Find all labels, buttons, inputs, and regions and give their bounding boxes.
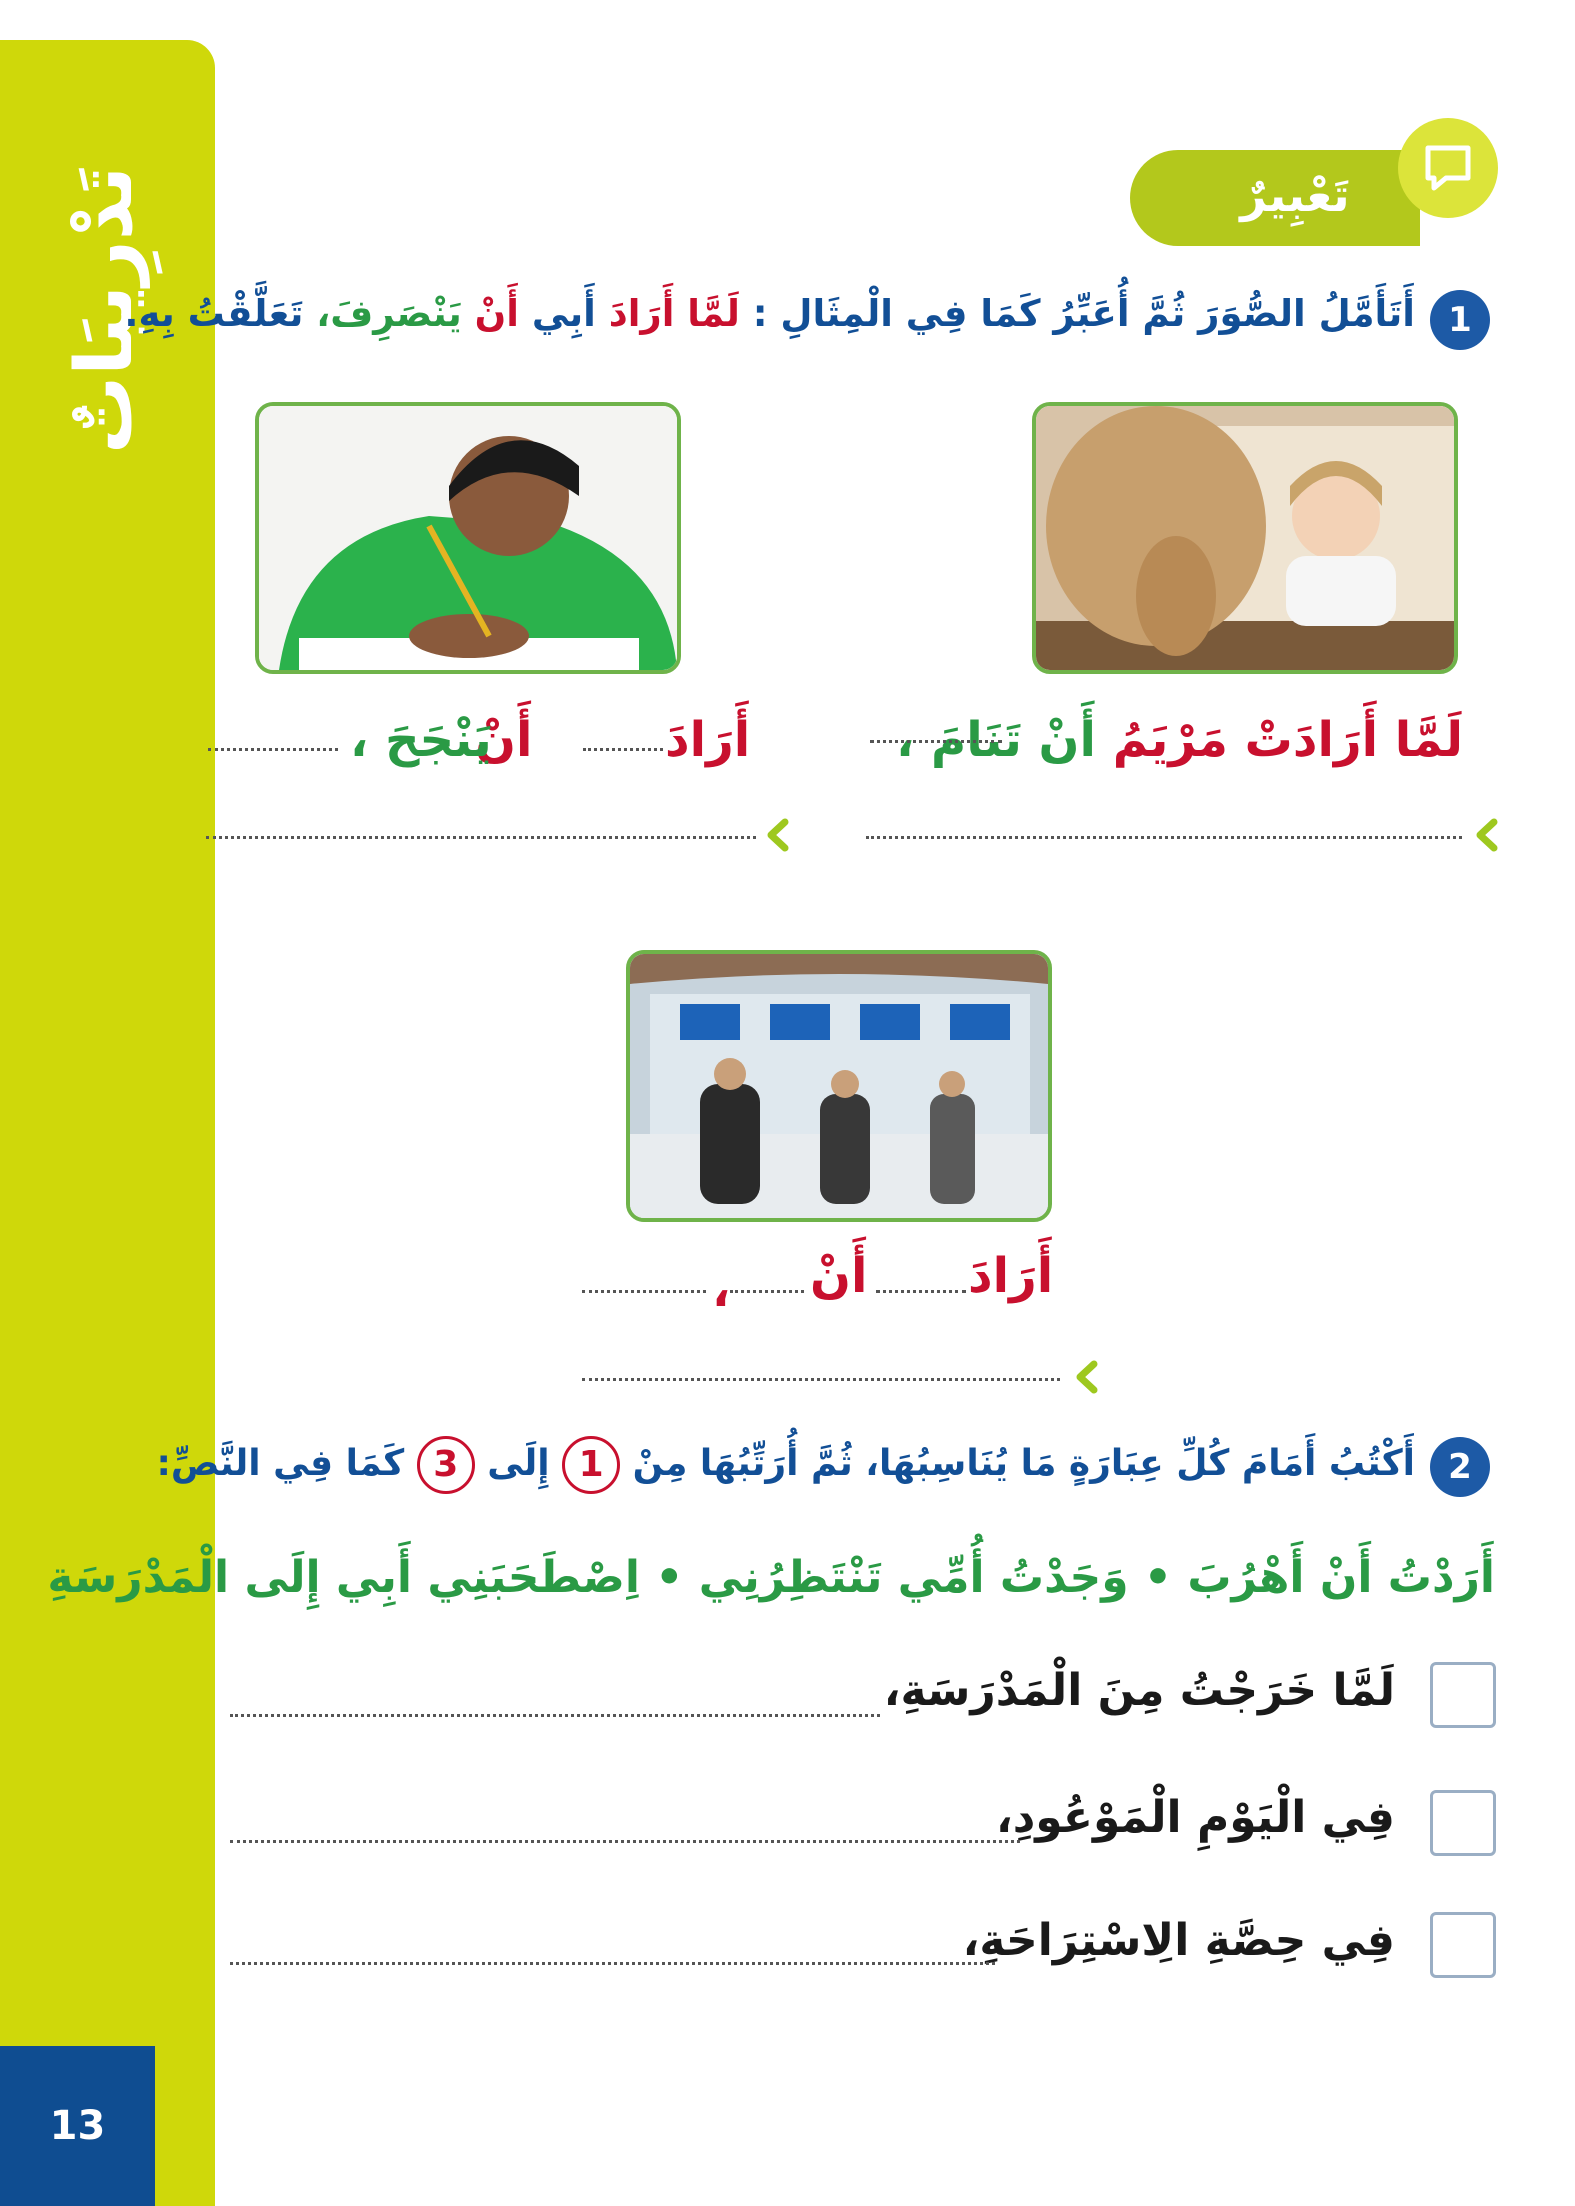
q1-item-3-red-1: أَرَادَ bbox=[968, 1248, 1054, 1304]
sidebar-title: تَدْرِيبَاتٌ bbox=[60, 165, 150, 455]
q1-item-3-blank-b[interactable] bbox=[730, 1290, 804, 1293]
q2-row-3: فِي حِصَّةِ الِاسْتِرَاحَةِ، bbox=[962, 1915, 1395, 1966]
question-1-number: 1 bbox=[1430, 290, 1490, 350]
photo-girl-mirror bbox=[1032, 402, 1458, 674]
chevron-left-icon bbox=[1072, 1360, 1100, 1394]
q2-options: أَرَدْتُ أَنْ أَهْرُبَ • وَجَدْتُ أُمِّي تَنْتَظِرُنِي • اِصْطَحَبَنِي أَبِي إِلَى الْمَدْرَسَةِ bbox=[47, 1552, 1495, 1603]
q1-item-2-blank-a[interactable] bbox=[583, 748, 663, 751]
q1-example-green: يَنْصَرِفَ، bbox=[316, 292, 462, 335]
q1-example-red-2: أَنْ bbox=[474, 292, 519, 335]
q1-item-2-red-2: أَنْ bbox=[475, 712, 533, 768]
q1-item-1-blank[interactable] bbox=[870, 740, 1002, 743]
q1-item-3-comma: ، bbox=[712, 1262, 731, 1318]
page-number: 13 bbox=[0, 2046, 155, 2206]
q1-item-2-green: يَنْجَحَ ، bbox=[350, 712, 492, 768]
q1-instruction-text: أَتَأَمَّلُ الصُّوَرَ ثُمَّ أُعَبِّرُ كَمَا فِي الْمِثَالِ : bbox=[752, 292, 1415, 335]
q1-item-2-red-1: أَرَادَ bbox=[665, 712, 751, 768]
q2-from-number: 1 bbox=[562, 1436, 620, 1494]
q1-item-2-blank-b[interactable] bbox=[208, 748, 338, 751]
q1-example-blue-2: تَعَلَّقْتُ بِهِ. bbox=[124, 292, 304, 335]
question-2-instruction bbox=[156, 1436, 1415, 1494]
q1-answer-line-3[interactable] bbox=[582, 1378, 1060, 1381]
q1-item-3-blank-a[interactable] bbox=[876, 1290, 966, 1293]
q1-example-blue-1: أَبِي bbox=[531, 292, 596, 335]
q2-order-box-3[interactable] bbox=[1430, 1912, 1496, 1978]
q2-answer-line-3[interactable] bbox=[230, 1962, 995, 1965]
q1-item-1-red: لَمَّا أَرَادَتْ مَرْيَمُ bbox=[1112, 712, 1463, 768]
q2-instruction-b: كَمَا فِي النَّصِّ: bbox=[156, 1443, 405, 1484]
q1-answer-line-1[interactable] bbox=[866, 836, 1462, 839]
q2-answer-line-2[interactable] bbox=[230, 1840, 1020, 1843]
q2-answer-line-1[interactable] bbox=[230, 1714, 880, 1717]
q2-to-word: إِلَى bbox=[487, 1443, 550, 1484]
q2-to-number: 3 bbox=[417, 1436, 475, 1494]
photo-airport-counter bbox=[626, 950, 1052, 1222]
speech-bubble-icon bbox=[1398, 118, 1498, 218]
sidebar-band bbox=[0, 40, 215, 2206]
question-2-number: 2 bbox=[1430, 1437, 1490, 1497]
q1-example-red-1: لَمَّا أَرَادَ bbox=[608, 292, 740, 335]
question-1-instruction bbox=[124, 292, 1415, 335]
section-title: تَعْبِيرٌ bbox=[1240, 168, 1350, 222]
q2-order-box-2[interactable] bbox=[1430, 1790, 1496, 1856]
q1-item-3-blank-c[interactable] bbox=[582, 1290, 706, 1293]
q1-item-1-green: أَنْ تَنَامَ ، bbox=[896, 712, 1096, 768]
q2-row-1: لَمَّا خَرَجْتُ مِنَ الْمَدْرَسَةِ، bbox=[883, 1665, 1395, 1716]
chevron-left-icon bbox=[763, 818, 791, 852]
photo-boy-writing bbox=[255, 402, 681, 674]
q2-instruction-a: أَكْتُبُ أَمَامَ كُلِّ عِبَارَةٍ مَا يُنَاسِبُهَا، ثُمَّ أُرَتِّبُهَا مِنْ bbox=[632, 1443, 1415, 1484]
q2-row-2: فِي الْيَوْمِ الْمَوْعُودِ، bbox=[996, 1792, 1395, 1843]
q2-order-box-1[interactable] bbox=[1430, 1662, 1496, 1728]
q1-item-3-red-2: أَنْ bbox=[810, 1248, 868, 1304]
chevron-left-icon bbox=[1472, 818, 1500, 852]
q1-answer-line-2[interactable] bbox=[206, 836, 756, 839]
